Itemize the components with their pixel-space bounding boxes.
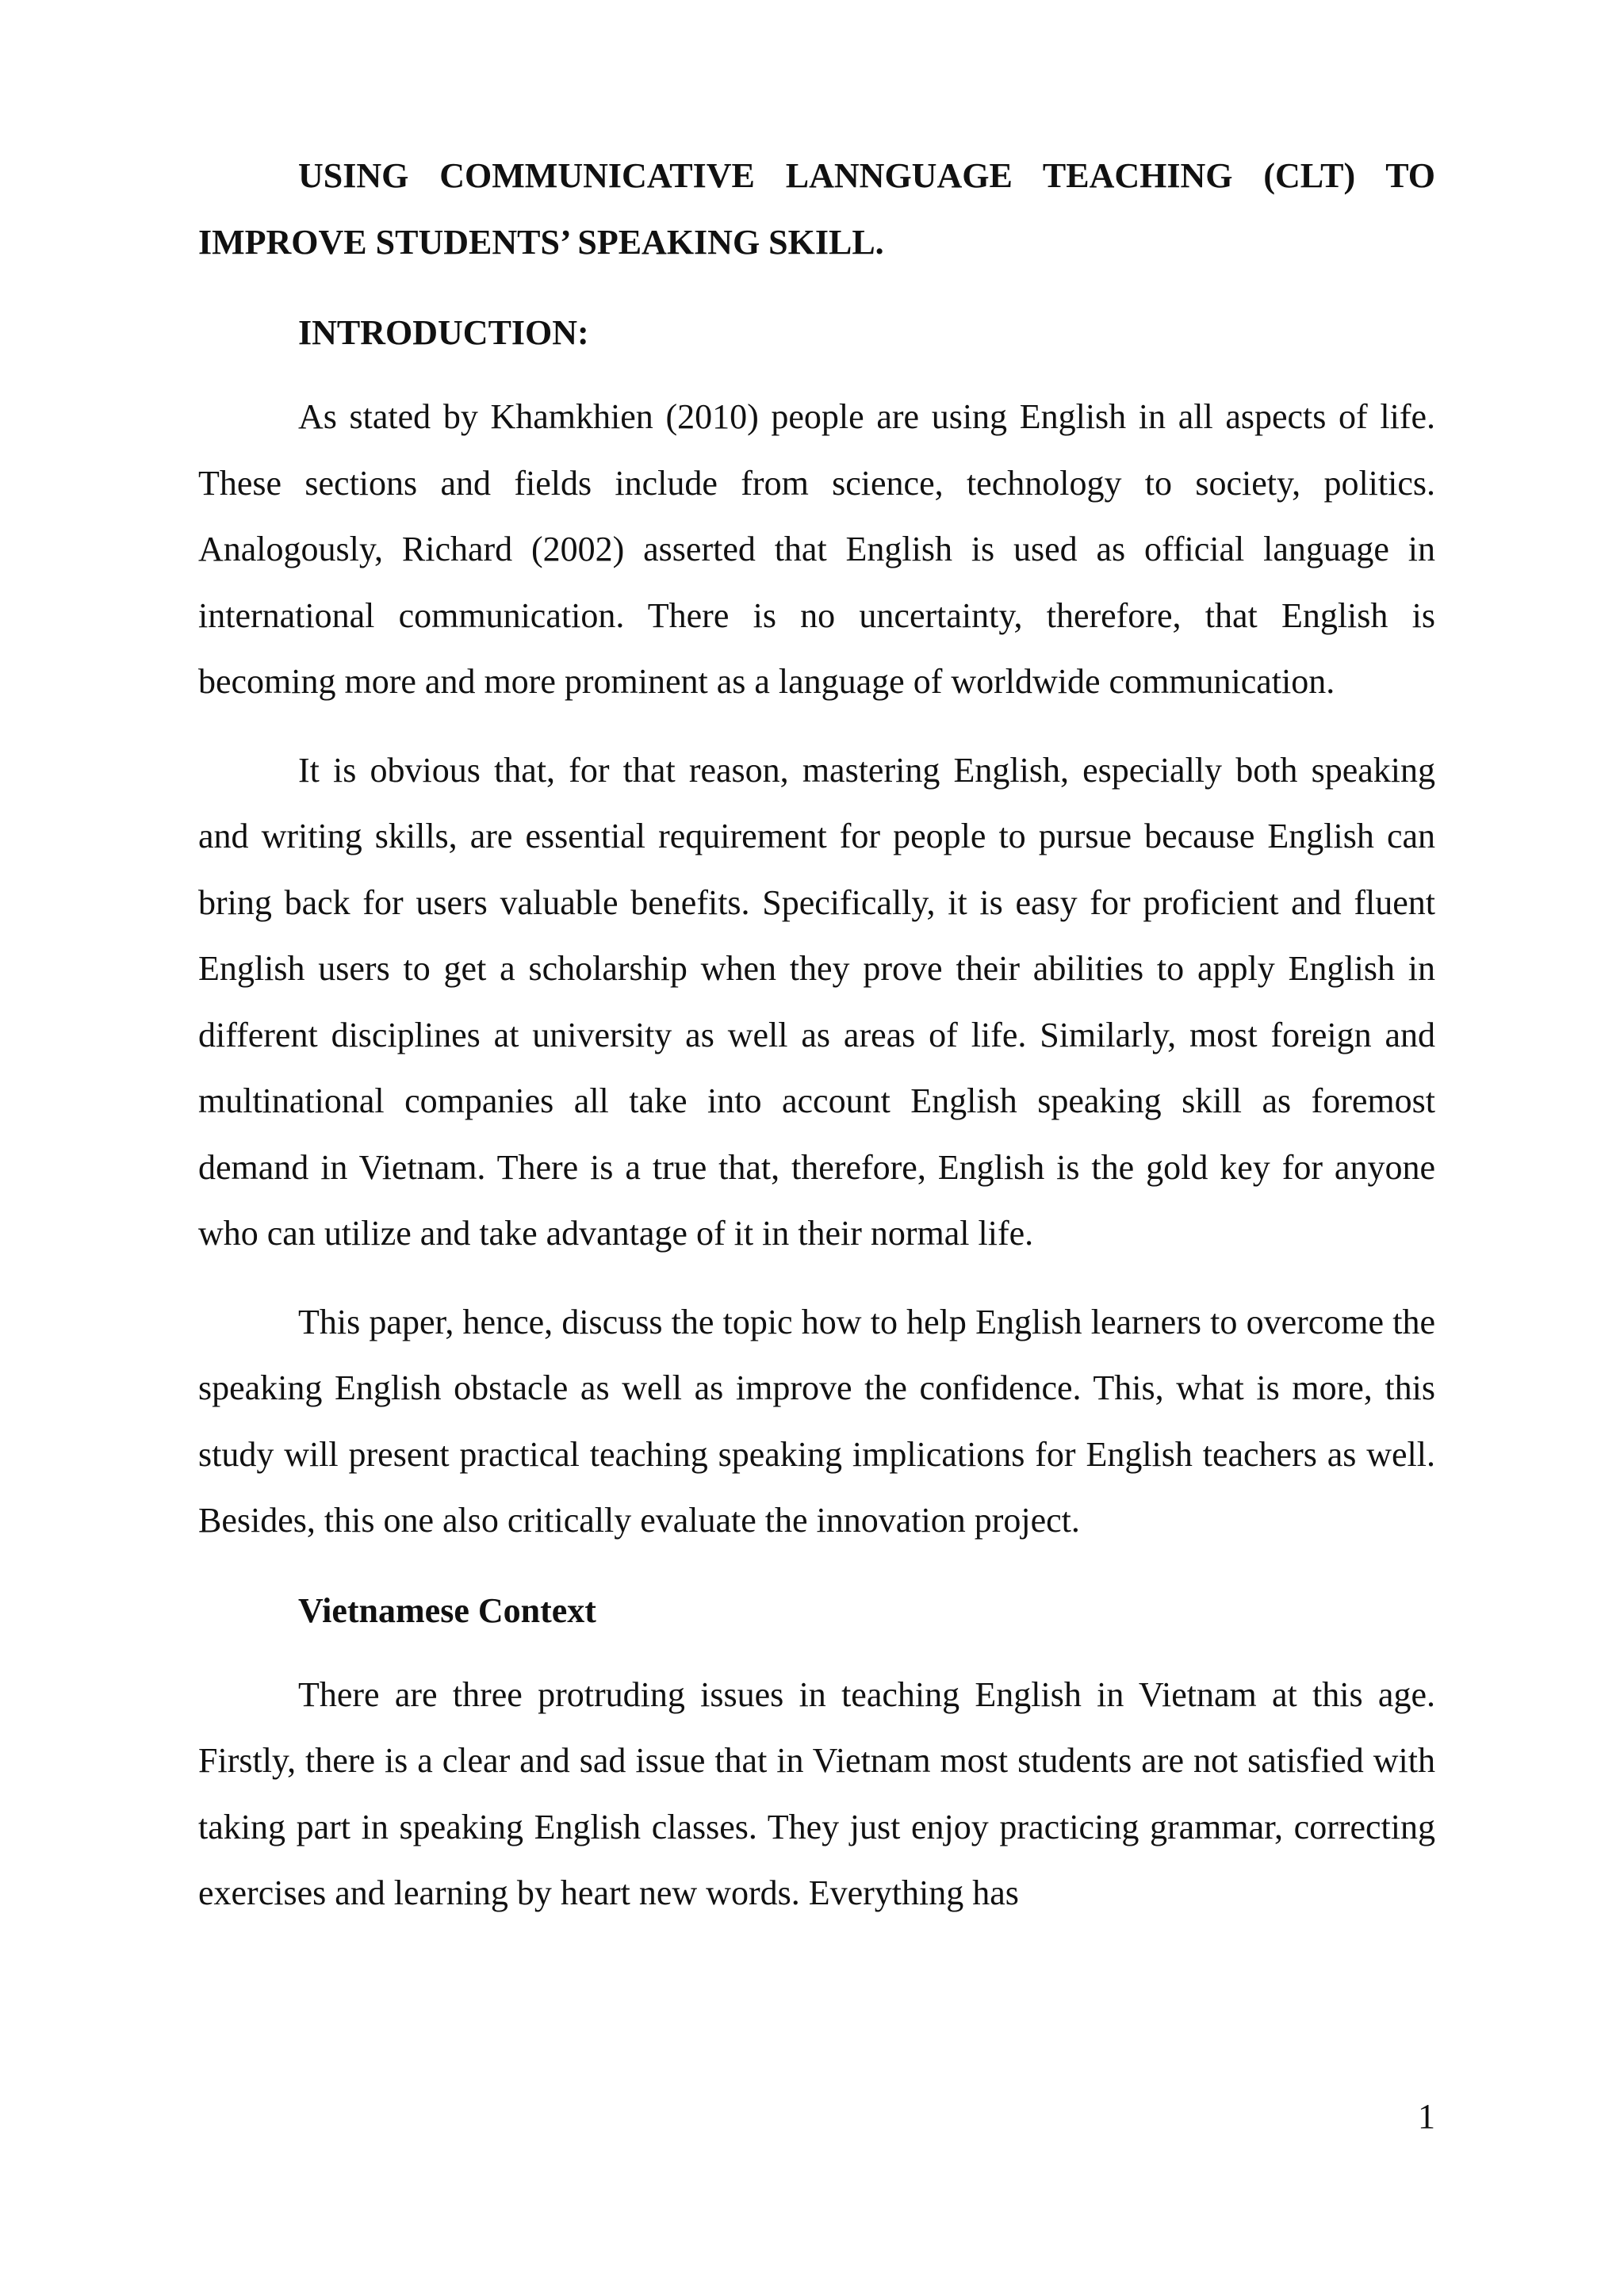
paragraph: This paper, hence, discuss the topic how to help English learners to overcome the speaking English obstacle as well as improve the confidence. This, what is more, this study will present practical teaching speaking implications for English teachers as well. Besides, this one also critically evaluate the innovation project. [198,1302,1435,1540]
paragraph: It is obvious that, for that reason, mastering English, especially both speaking and writing skills, are essential requirement for people to pursue because English can bring back for users valuable benefits. Specifically, it is easy for proficient and fluent English users to get a scholarship when they prove their abilities to apply English in different disciplines at university as well as areas of life. Similarly, most foreign and multinational companies all take into account English speaking skill as foremost demand in Vietnam. There is a true that, therefore, English is the gold key for anyone who can utilize and take advantage of it in their normal life. [198,750,1435,1253]
paragraph: As stated by Khamkhien (2010) people are using English in all aspects of life. These sections and fields include from science, technology to society, politics. Analogously, Richard (2002) asserted that English is used as official language in international communication. There is no uncertainty, therefore, that English is becoming more and more prominent as a language of worldwide communication. [198,397,1435,701]
paragraph: There are three protruding issues in teaching English in Vietnam at this age. Firstly, there is a clear and sad issue that in Vietnam most students are not satisfied with taking part in speaking English classes. They just enjoy practicing grammar, correcting exercises and learning by heart new words. Everything has [198,1674,1435,1912]
section-vietnamese-context [198,1578,1435,1927]
document-title: USING COMMUNICATIVE LANNGUAGE TEACHING (CLT) TO IMPROVE STUDENTS’ SPEAKING SKILL. [198,156,1435,262]
section-heading: Vietnamese Context [298,1590,596,1630]
section-heading: INTRODUCTION: [298,313,589,352]
page-number: 1 [1418,2097,1435,2136]
section-introduction [198,300,1435,1554]
document-page [198,143,1435,1927]
